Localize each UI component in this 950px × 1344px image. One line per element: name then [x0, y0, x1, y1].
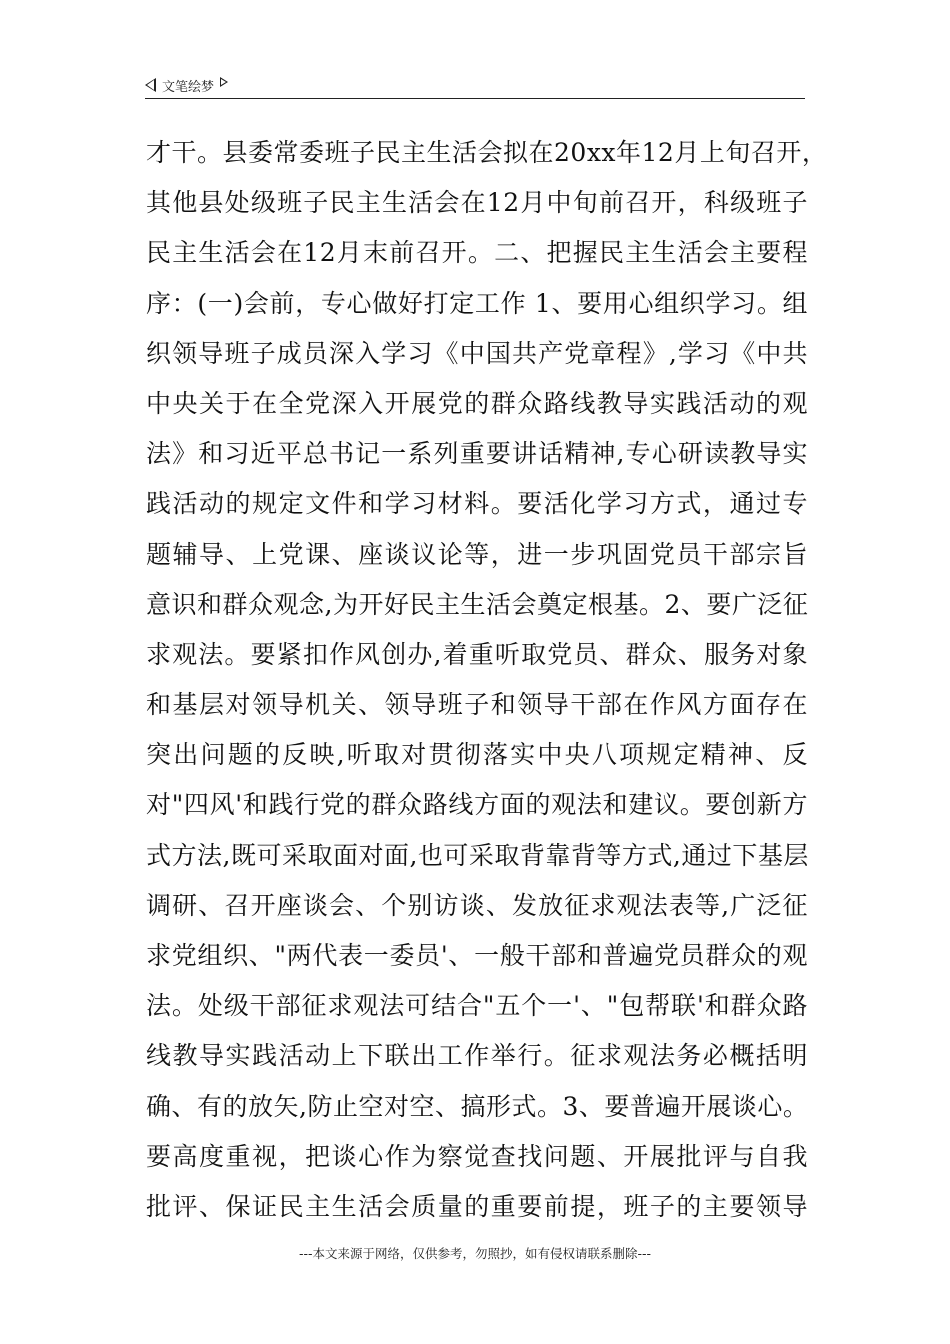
text-line: 法。处级干部征求观法可结合"五个一'、"包帮联'和群众路 [146, 991, 808, 1021]
text-line: 中央关于在全党深入开展党的群众路线教导实践活动的观 [146, 388, 808, 418]
text-line: 要高度重视，把谈心作为察觉查找问题、开展批评与自我 [146, 1141, 808, 1171]
text-line: 调研、召开座谈会、个别访谈、发放征求观法表等,广泛征 [146, 890, 808, 920]
page-header [145, 72, 805, 99]
text-line: 才干。县委常委班子民主生活会拟在20xx年12月上旬召开， [146, 138, 828, 167]
text-line: 对"四风'和践行党的群众路线方面的观法和建议。要创新方 [146, 790, 808, 820]
text-line: 其他县处级班子民主生活会在12月中旬前召开，科级班子 [146, 188, 808, 218]
text-line: 求党组织、"两代表一委员'、一般干部和普遍党员群众的观 [146, 941, 808, 970]
header-title: 文笔绘梦 [162, 79, 215, 95]
triangle-left-icon [145, 78, 156, 92]
text-line: 序：(一)会前，专心做好打定工作 1、要用心组织学习。组 [146, 288, 808, 318]
text-line: 求观法。要紧扣作风创办,着重听取党员、群众、服务对象 [146, 639, 808, 669]
text-line: 民主生活会在12月末前召开。二、把握民主生活会主要程 [146, 238, 808, 268]
text-line: 确、有的放矢,防止空对空、搞形式。3、要普遍开展谈心。 [146, 1091, 809, 1121]
document-body [146, 128, 828, 1232]
page-footer: ---本文来源于网络，仅供参考，勿照抄，如有侵权请联系删除--- [298, 1246, 652, 1261]
text-line: 践活动的规定文件和学习材料。要活化学习方式，通过专 [146, 489, 808, 519]
text-line: 和基层对领导机关、领导班子和领导干部在作风方面存在 [146, 690, 808, 720]
text-line: 题辅导、上党课、座谈议论等，进一步巩固党员干部宗旨 [146, 539, 808, 569]
text-line: 意识和群众观念,为开好民主生活会奠定根基。2、要广泛征 [146, 589, 809, 619]
text-line: 织领导班子成员深入学习《中国共产党章程》,学习《中共 [146, 338, 808, 368]
text-line: 突出问题的反映,听取对贯彻落实中央八项规定精神、反 [146, 740, 808, 770]
text-line: 线教导实践活动上下联出工作举行。征求观法务必概括明 [146, 1041, 808, 1071]
text-line: 批评、保证民主生活会质量的重要前提，班子的主要领导 [146, 1191, 808, 1221]
triangle-right-icon [220, 77, 228, 87]
text-line: 式方法,既可采取面对面,也可采取背靠背等方式,通过下基层 [146, 840, 809, 870]
text-line: 法》和习近平总书记一系列重要讲话精神,专心研读教导实 [146, 439, 808, 469]
